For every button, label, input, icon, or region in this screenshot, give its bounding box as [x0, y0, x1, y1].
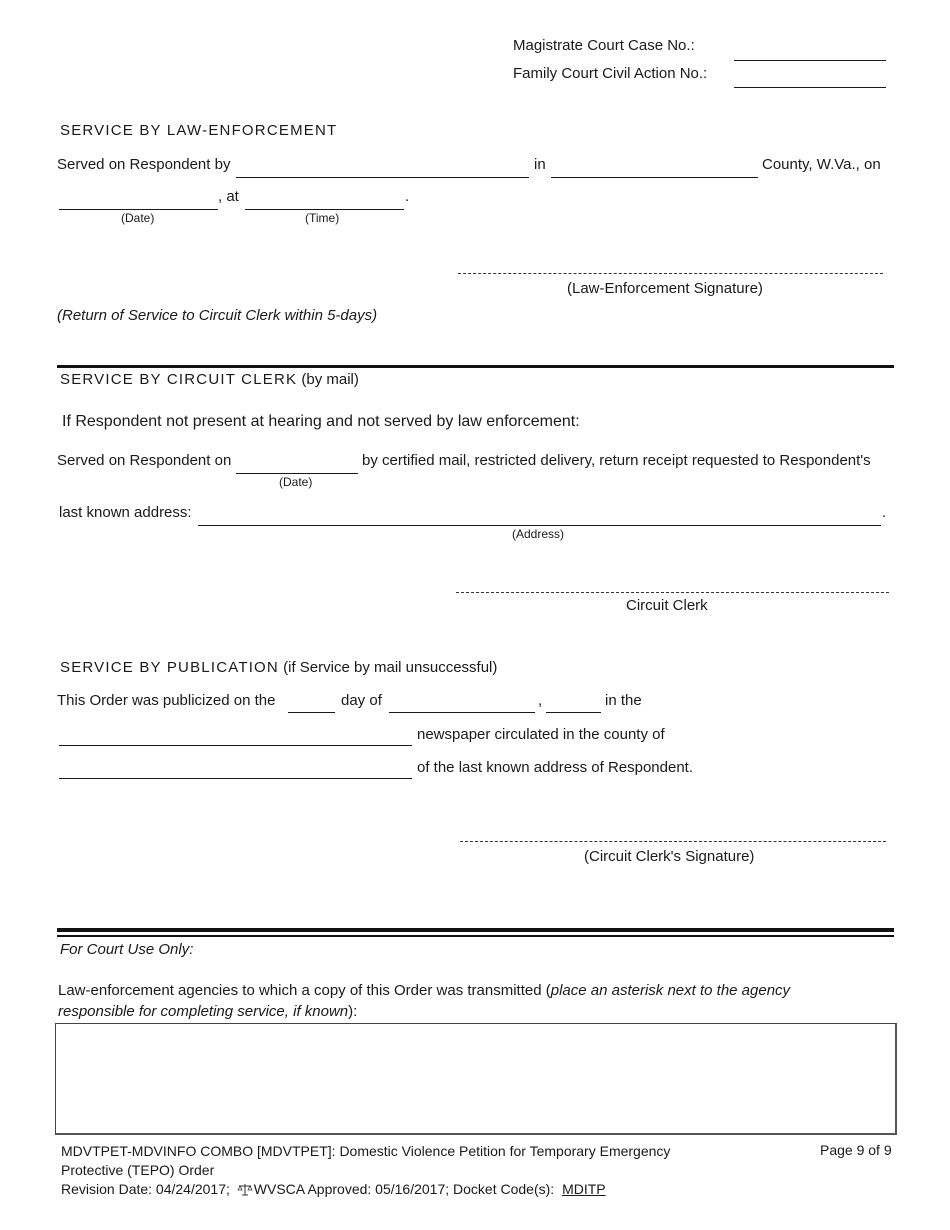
law-enforcement-title: SERVICE BY LAW-ENFORCEMENT — [60, 122, 338, 139]
agencies-textarea[interactable] — [55, 1023, 897, 1135]
court-use-divider-top — [57, 928, 894, 932]
publication-year-input[interactable] — [546, 694, 601, 713]
address-label: last known address: — [59, 504, 192, 521]
served-on-label: Served on Respondent on — [57, 452, 232, 469]
docket-code: MDITP — [562, 1181, 606, 1197]
publication-month-input[interactable] — [389, 694, 535, 713]
clerk-signature-line[interactable] — [456, 592, 889, 593]
footer-form-title: MDVTPET-MDVINFO COMBO [MDVTPET]: Domestic Violence Petition for Temporary Emergency Protective (TEPO) Order — [61, 1143, 671, 1178]
le-date-input[interactable] — [59, 191, 218, 210]
served-by-label: Served on Respondent by — [57, 156, 231, 173]
publication-county-input[interactable] — [59, 760, 412, 779]
address-caption: (Address) — [512, 527, 565, 541]
circuit-clerk-title: SERVICE BY CIRCUIT CLERK (by mail) — [60, 371, 359, 388]
last-address-label: of the last known address of Respondent. — [417, 759, 694, 776]
at-label: , at — [218, 188, 239, 205]
address-input[interactable] — [198, 507, 881, 526]
newspaper-label: newspaper circulated in the county of — [417, 726, 665, 743]
le-time-caption: (Time) — [305, 211, 340, 225]
in-label: in — [534, 156, 546, 173]
in-the-label: in the — [605, 692, 642, 709]
footer-revision: Revision Date: 04/24/2017; WVSCA Approved: 05/16/2017; Docket Code(s): MDITP — [61, 1181, 606, 1197]
court-use-divider-bottom — [57, 935, 894, 937]
publication-signature-line[interactable] — [460, 841, 886, 842]
le-date-caption: (Date) — [121, 211, 155, 225]
publication-signature-caption: (Circuit Clerk's Signature) — [584, 848, 755, 865]
officer-name-input[interactable] — [236, 159, 529, 178]
magistrate-case-input[interactable] — [734, 42, 886, 61]
family-court-input[interactable] — [734, 69, 886, 88]
by-mail-text: by certified mail, restricted delivery, return receipt requested to Respondent's — [362, 452, 871, 469]
agencies-instructions: Law-enforcement agencies to which a copy of this Order was transmitted (place an asterisk next to the agency responsible for completing service, if known): — [58, 982, 791, 1020]
circuit-clerk-condition: If Respondent not present at hearing and not served by law enforcement: — [62, 413, 580, 430]
newspaper-input[interactable] — [59, 727, 412, 746]
day-of-label: day of — [341, 692, 382, 709]
publicized-label: This Order was publicized on the — [57, 692, 276, 709]
return-note: (Return of Service to Circuit Clerk within 5-days) — [57, 307, 378, 324]
address-period: . — [882, 504, 887, 521]
county-input[interactable] — [551, 159, 758, 178]
scales-icon — [237, 1183, 253, 1196]
magistrate-case-label: Magistrate Court Case No.: — [513, 37, 695, 54]
section-divider — [57, 365, 894, 368]
publication-title: SERVICE BY PUBLICATION (if Service by mail unsuccessful) — [60, 659, 498, 676]
mail-date-caption: (Date) — [279, 475, 313, 489]
le-time-input[interactable] — [245, 191, 404, 210]
publication-comma: , — [538, 692, 543, 709]
clerk-signature-caption: Circuit Clerk — [626, 597, 708, 614]
publication-day-input[interactable] — [288, 694, 335, 713]
le-signature-line[interactable] — [458, 273, 883, 274]
family-court-label: Family Court Civil Action No.: — [513, 65, 708, 82]
le-signature-caption: (Law-Enforcement Signature) — [567, 280, 763, 297]
mail-date-input[interactable] — [236, 455, 358, 474]
le-period: . — [405, 188, 410, 205]
county-label: County, W.Va., on — [762, 156, 881, 173]
court-use-title: For Court Use Only: — [60, 941, 194, 958]
page-number: Page 9 of 9 — [820, 1142, 892, 1158]
